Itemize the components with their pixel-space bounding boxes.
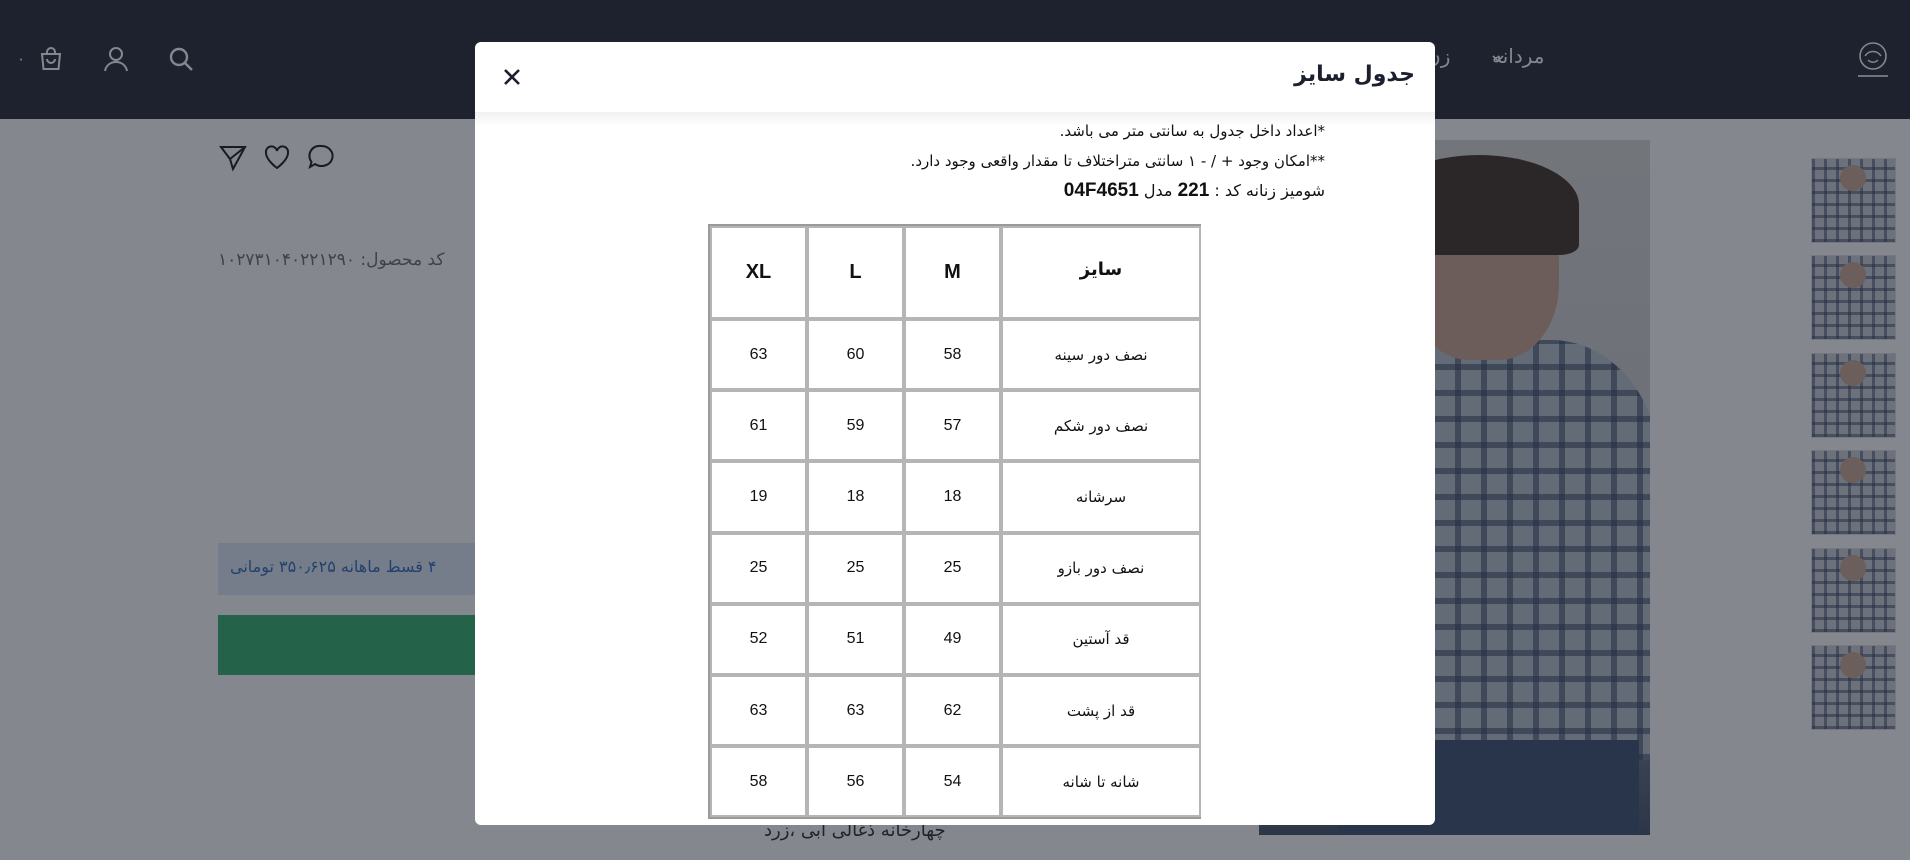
table-cell: 63 (807, 675, 904, 746)
table-cell: 49 (904, 604, 1001, 675)
modal-title: جدول سایز (1294, 62, 1415, 87)
table-cell: 63 (710, 675, 807, 746)
table-row (710, 390, 1201, 461)
product-code-number: 221 (1177, 180, 1210, 201)
table-row (710, 675, 1201, 746)
table-row (710, 746, 1201, 817)
table-cell: 63 (710, 319, 807, 390)
row-label: نصف دور شکم (1001, 390, 1201, 461)
model-number: 04F4651 (1063, 180, 1139, 201)
row-label: شانه تا شانه (1001, 746, 1201, 817)
table-cell: 54 (904, 746, 1001, 817)
note-tolerance: **امکان وجود + / - ۱ سانتی متراختلاف تا مقدار واقعی وجود دارد. (910, 152, 1325, 170)
table-cell: 25 (710, 533, 807, 604)
size-header-m: M (904, 226, 1001, 319)
size-header-l: L (807, 226, 904, 319)
table-row (710, 461, 1201, 532)
table-cell: 25 (807, 533, 904, 604)
table-cell: 59 (807, 390, 904, 461)
table-cell: 60 (807, 319, 904, 390)
table-cell: 62 (904, 675, 1001, 746)
table-cell: 58 (904, 319, 1001, 390)
table-cell: 18 (807, 461, 904, 532)
table-cell: 51 (807, 604, 904, 675)
row-label: قد آستین (1001, 604, 1201, 675)
model-prefix: شومیز زنانه کد : (1209, 181, 1325, 200)
table-cell: 61 (710, 390, 807, 461)
table-cell: 25 (904, 533, 1001, 604)
row-label: نصف دور سینه (1001, 319, 1201, 390)
size-header-label: سایز (1001, 226, 1201, 319)
size-table (708, 224, 1201, 819)
close-icon[interactable] (497, 62, 527, 92)
size-header-xl: XL (710, 226, 807, 319)
model-label: مدل (1138, 181, 1178, 200)
note-units: *اعداد داخل جدول به سانتی متر می باشد. (1059, 122, 1325, 140)
table-cell: 19 (710, 461, 807, 532)
size-table-header (710, 226, 1201, 319)
row-label: نصف دور بازو (1001, 533, 1201, 604)
size-chart-modal (475, 42, 1435, 825)
table-row (710, 533, 1201, 604)
table-cell: 18 (904, 461, 1001, 532)
table-cell: 58 (710, 746, 807, 817)
row-label: سرشانه (1001, 461, 1201, 532)
product-model-line (1064, 180, 1325, 202)
table-cell: 52 (710, 604, 807, 675)
row-label: قد از پشت (1001, 675, 1201, 746)
table-cell: 56 (807, 746, 904, 817)
table-row (710, 604, 1201, 675)
table-row (710, 319, 1201, 390)
table-cell: 57 (904, 390, 1001, 461)
